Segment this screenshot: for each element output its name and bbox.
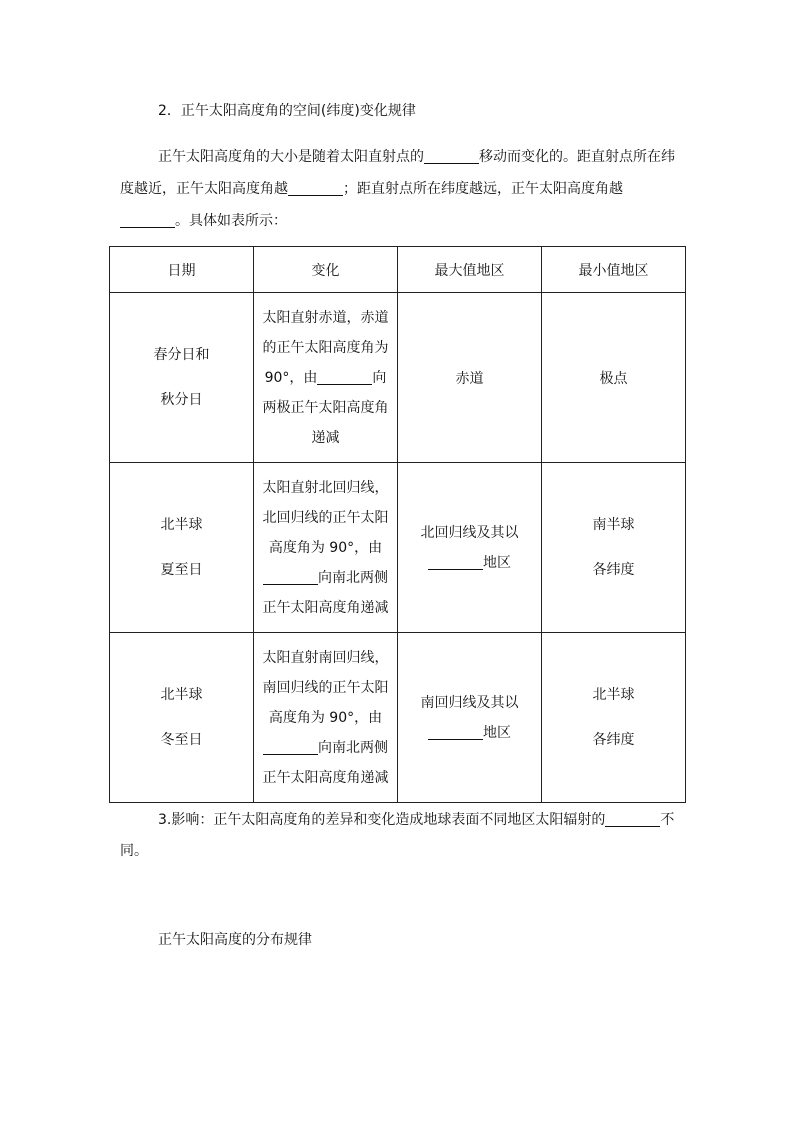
fill-blank[interactable]	[288, 177, 343, 196]
change-line	[254, 363, 397, 393]
fill-blank[interactable]	[263, 566, 318, 585]
distribution-heading: 正午太阳高度的分布规律	[158, 932, 312, 948]
min-line: 各纬度	[592, 732, 635, 748]
date-cell	[110, 633, 254, 803]
min-line: 南半球	[592, 517, 635, 533]
date-lines	[110, 510, 253, 585]
header-max-region: 最大值地区	[398, 247, 542, 293]
text: 不	[660, 812, 675, 828]
change-line: 高度角为 90°，由	[268, 539, 383, 556]
fill-blank[interactable]	[317, 366, 372, 385]
text: 移动而变化的。距直射点所在纬	[479, 149, 675, 165]
date-line: 春分日和	[153, 347, 210, 363]
date-line: 北半球	[160, 687, 203, 703]
min-region-cell	[542, 633, 686, 803]
text: 地区	[483, 724, 511, 741]
text: ；距直射点所在纬度越远，正午太阳高度角越	[343, 181, 623, 197]
change-line: 两极正午太阳高度角	[262, 399, 389, 416]
max-line: 北回归线及其以	[420, 524, 519, 541]
date-lines	[110, 680, 253, 755]
change-cell	[254, 463, 398, 633]
max-line: 南回归线及其以	[420, 694, 519, 711]
header-change: 变化	[254, 247, 398, 293]
change-line	[254, 733, 397, 763]
change-line: 北回归线的正午太阳	[262, 509, 389, 526]
table-row	[110, 633, 686, 803]
header-date: 日期	[110, 247, 254, 293]
date-cell	[110, 293, 254, 463]
change-cell	[254, 633, 398, 803]
text: 。具体如表所示：	[175, 213, 287, 229]
change-line: 太阳直射南回归线，	[262, 649, 389, 666]
fill-blank[interactable]	[263, 736, 318, 755]
fill-blank[interactable]	[605, 808, 660, 827]
text: 3.影响：正午太阳高度角的差异和变化造成地球表面不同地区太阳辐射的	[158, 812, 606, 828]
text: 向	[372, 369, 387, 386]
change-cell	[254, 293, 398, 463]
min-lines	[542, 680, 685, 755]
paragraph-line-3	[120, 206, 287, 236]
min-lines	[542, 510, 685, 585]
fill-blank[interactable]	[424, 145, 479, 164]
min-line: 各纬度	[592, 562, 635, 578]
date-line: 夏至日	[160, 562, 203, 578]
date-line: 冬至日	[160, 732, 203, 748]
min-region-cell	[542, 463, 686, 633]
change-line	[254, 563, 397, 593]
max-region-cell	[398, 633, 542, 803]
table-row	[110, 293, 686, 463]
paragraph-line-1	[158, 142, 675, 172]
date-lines	[110, 340, 253, 415]
table-row	[110, 463, 686, 633]
min-line: 北半球	[592, 687, 635, 703]
paragraph-line-2	[120, 174, 623, 204]
fill-blank[interactable]	[428, 721, 483, 740]
text: 正午太阳高度角的大小是随着太阳直射点的	[158, 149, 424, 165]
max-line	[398, 718, 541, 748]
text: 向南北两侧	[318, 569, 388, 586]
table-header-row	[110, 247, 686, 293]
text: 90°，由	[264, 369, 318, 386]
change-line: 太阳直射北回归线，	[262, 479, 389, 496]
fill-blank[interactable]	[428, 551, 483, 570]
text: 向南北两侧	[318, 739, 388, 756]
solar-altitude-table	[109, 246, 686, 803]
max-region-cell	[398, 463, 542, 633]
max-line	[398, 548, 541, 578]
change-line: 正午太阳高度角递减	[262, 599, 389, 616]
change-line: 递减	[311, 429, 340, 446]
section-3-line-1	[158, 805, 674, 835]
date-cell	[110, 463, 254, 633]
section-3-line-2: 同。	[120, 843, 148, 859]
fill-blank[interactable]	[120, 209, 175, 228]
max-region-cell: 赤道	[398, 293, 542, 463]
header-min-region: 最小值地区	[542, 247, 686, 293]
change-line: 高度角为 90°，由	[268, 709, 383, 726]
section-2-heading: 2．正午太阳高度角的空间(纬度)变化规律	[158, 103, 416, 119]
text: 度越近，正午太阳高度角越	[120, 181, 288, 197]
date-line: 秋分日	[160, 392, 203, 408]
text: 地区	[483, 554, 511, 571]
change-line: 的正午太阳高度角为	[262, 339, 389, 356]
change-line: 南回归线的正午太阳	[262, 679, 389, 696]
date-line: 北半球	[160, 517, 203, 533]
min-region-cell: 极点	[542, 293, 686, 463]
change-line: 正午太阳高度角递减	[262, 769, 389, 786]
change-line: 太阳直射赤道，赤道	[262, 309, 389, 326]
